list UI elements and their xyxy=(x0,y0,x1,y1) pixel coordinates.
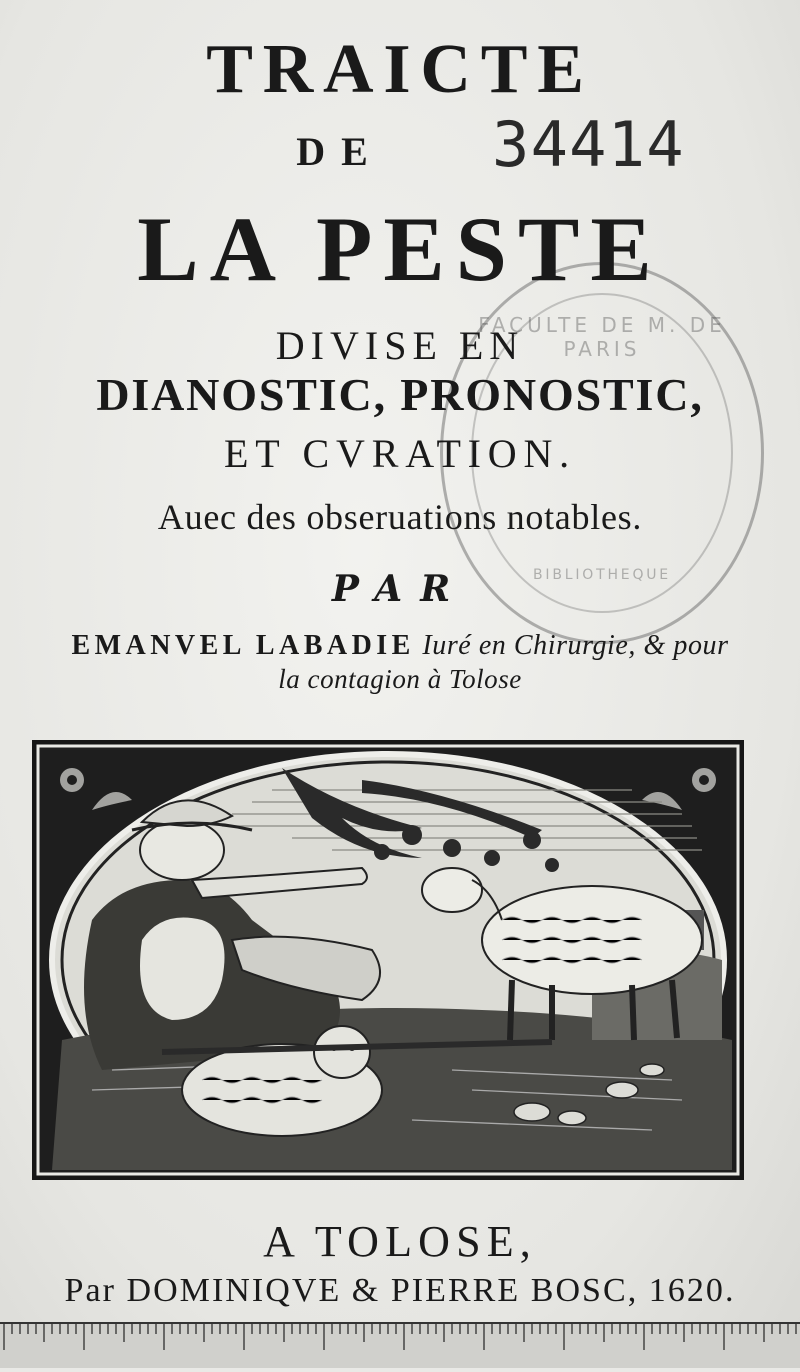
author-title-continued: la contagion à Tolose xyxy=(278,664,522,694)
author-title: Iuré en Chirurgie, & pour xyxy=(422,630,729,661)
scale-ruler xyxy=(0,1322,800,1368)
subtitle-dianostic: DIANOSTIC, PRONOSTIC, xyxy=(96,369,704,420)
title-line-de: DE xyxy=(296,129,384,174)
title-line-la-peste: LA PESTE xyxy=(137,198,663,300)
shepherd-woodcut-illustration xyxy=(32,740,744,1180)
handwritten-shelfmark: 34414 xyxy=(492,108,685,181)
subtitle-observations: Auec des obseruations notables. xyxy=(157,497,643,537)
imprint-printer: Par DOMINIQVE & PIERRE BOSC, 1620. xyxy=(64,1272,736,1309)
woodcut-svg xyxy=(32,740,744,1180)
imprint-place: A TOLOSE, xyxy=(263,1217,537,1266)
author-name: EMANVEL LABADIE xyxy=(71,630,415,661)
subtitle-divise-en: DIVISE EN xyxy=(275,323,525,368)
ruler-ticks xyxy=(0,1324,800,1368)
subtitle-curation: ET CVRATION. xyxy=(224,431,576,476)
author-line xyxy=(0,630,800,662)
title-line-traicte: TRAICTE xyxy=(206,31,594,108)
stamp-top-text: FACULTE DE M. DE PARIS xyxy=(478,313,726,361)
stamp-bottom-text: BIBLIOTHEQUE xyxy=(533,567,671,583)
par-label: PAR xyxy=(331,568,469,610)
